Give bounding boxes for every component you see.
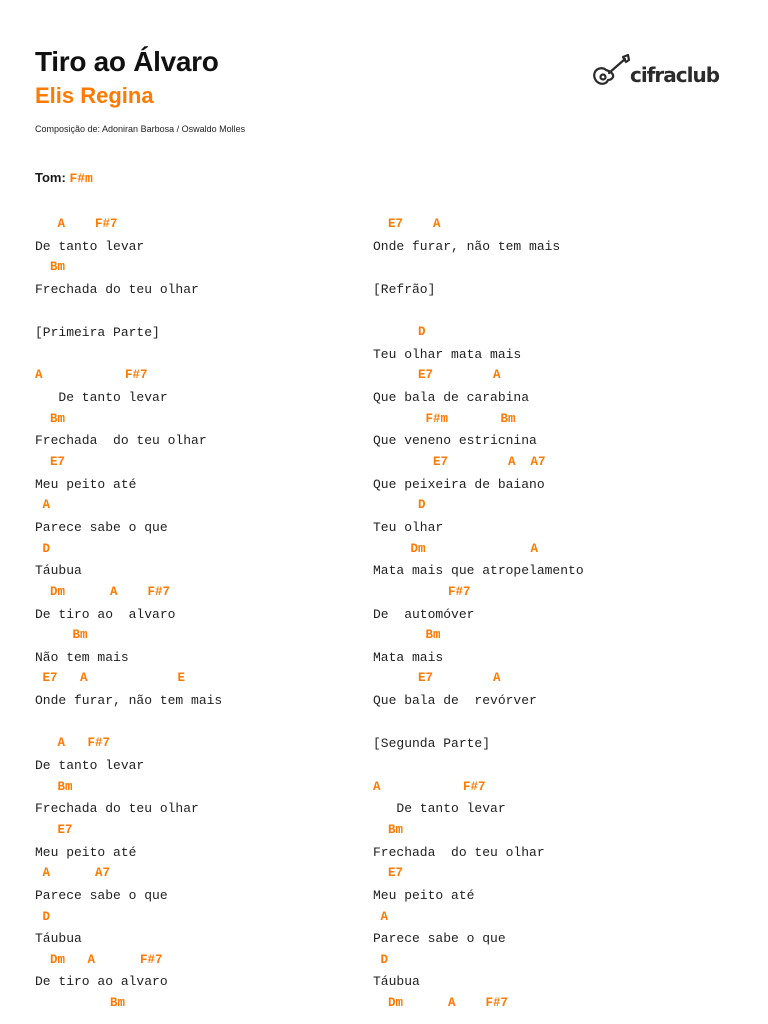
chord-line[interactable]: E7 A bbox=[373, 671, 501, 686]
chord-line[interactable]: D bbox=[35, 909, 51, 924]
chord-line[interactable]: A F#7 bbox=[35, 217, 118, 231]
composer-credit: Composição de: Adoniran Barbosa / Oswaldo Molles bbox=[35, 124, 246, 134]
song-header bbox=[35, 44, 245, 134]
lyric-line: De automóver bbox=[373, 606, 475, 622]
lyric-line: Táubua bbox=[35, 563, 82, 579]
chord-line[interactable]: D bbox=[35, 541, 51, 556]
key-value[interactable]: F#m bbox=[69, 171, 93, 186]
chord-line[interactable]: E7 bbox=[373, 866, 404, 881]
chord-line[interactable]: E7 bbox=[35, 455, 66, 470]
chord-line[interactable]: Bm bbox=[35, 996, 126, 1011]
chord-line[interactable]: D bbox=[373, 498, 426, 513]
chord-line[interactable]: Bm bbox=[35, 260, 66, 275]
lyric-line: Frechada do teu olhar bbox=[35, 281, 199, 297]
chord-line[interactable]: D bbox=[373, 952, 389, 967]
lyrics-column-left bbox=[35, 214, 375, 1015]
lyric-line: Parece sabe o que bbox=[35, 519, 168, 535]
chord-line[interactable]: E7 A bbox=[373, 368, 501, 383]
lyric-line: De tanto levar bbox=[35, 238, 145, 254]
cifraclub-logo bbox=[592, 52, 719, 97]
lyric-line: Que peixeira de baiano bbox=[373, 476, 545, 492]
chord-line[interactable]: E7 bbox=[35, 822, 73, 837]
lyric-line: Onde furar, não tem mais bbox=[373, 238, 561, 254]
blank-line bbox=[35, 301, 375, 323]
lyric-line: Frechada do teu olhar bbox=[35, 801, 199, 817]
logo-wordmark: cifraclub bbox=[630, 62, 720, 87]
lyric-line: Meu peito até bbox=[35, 844, 137, 860]
chord-line[interactable]: F#m Bm bbox=[373, 411, 516, 426]
lyric-line: Meu peito até bbox=[35, 476, 137, 492]
blank-line bbox=[373, 755, 713, 777]
blank-line bbox=[373, 712, 713, 734]
lyric-line: Parece sabe o que bbox=[35, 887, 168, 903]
chord-line[interactable]: A A7 bbox=[35, 866, 111, 881]
chord-line[interactable]: Bm bbox=[373, 822, 404, 837]
lyric-line: [Segunda Parte] bbox=[373, 736, 491, 752]
song-key bbox=[35, 170, 93, 186]
chord-line[interactable]: A bbox=[373, 909, 389, 924]
chord-line[interactable]: A F#7 bbox=[35, 368, 148, 383]
lyric-line: Meu peito até bbox=[373, 887, 475, 903]
lyric-line: [Refrão] bbox=[373, 281, 436, 297]
chord-line[interactable]: Dm A F#7 bbox=[373, 996, 509, 1011]
lyric-line: Táubua bbox=[35, 931, 82, 947]
chord-line[interactable]: A F#7 bbox=[35, 736, 111, 751]
guitar-icon bbox=[592, 52, 632, 97]
lyric-line: Parece sabe o que bbox=[373, 931, 506, 947]
lyric-line: Não tem mais bbox=[35, 649, 129, 665]
lyric-line: Teu olhar mata mais bbox=[373, 346, 522, 362]
chord-line[interactable]: Dm A F#7 bbox=[35, 952, 163, 967]
lyric-line: Frechada do teu olhar bbox=[35, 433, 207, 449]
song-title: Tiro ao Álvaro bbox=[35, 46, 219, 77]
lyric-line: Mata mais que atropelamento bbox=[373, 563, 584, 579]
lyric-line: Que veneno estricnina bbox=[373, 433, 537, 449]
chord-line[interactable]: E7 A bbox=[373, 217, 441, 231]
key-label: Tom: bbox=[35, 170, 66, 185]
chord-line[interactable]: F#7 bbox=[373, 584, 471, 599]
chord-line[interactable]: Bm bbox=[373, 628, 441, 643]
chord-line[interactable]: Bm bbox=[35, 411, 66, 426]
lyrics-column-right bbox=[373, 214, 713, 1015]
chord-line[interactable]: E7 A A7 bbox=[373, 455, 546, 470]
chord-line[interactable]: A bbox=[35, 498, 51, 513]
lyric-line: [Primeira Parte] bbox=[35, 325, 160, 341]
lyric-line: De tanto levar bbox=[35, 390, 168, 406]
blank-line bbox=[373, 257, 713, 279]
artist-name: Elis Regina bbox=[35, 83, 154, 108]
lyric-line: De tanto levar bbox=[35, 758, 145, 774]
lyric-line: Táubua bbox=[373, 974, 420, 990]
chord-line[interactable]: E7 A E bbox=[35, 671, 186, 686]
lyric-line: Que bala de revórver bbox=[373, 693, 537, 709]
blank-line bbox=[35, 344, 375, 366]
chord-line[interactable]: Bm bbox=[35, 779, 73, 794]
lyric-line: De tiro ao alvaro bbox=[35, 974, 168, 990]
chord-line[interactable]: Bm bbox=[35, 628, 88, 643]
lyric-line: Mata mais bbox=[373, 649, 444, 665]
lyric-line: Teu olhar bbox=[373, 519, 444, 535]
chord-line[interactable]: Dm A F#7 bbox=[35, 584, 171, 599]
lyric-line: De tiro ao alvaro bbox=[35, 606, 176, 622]
blank-line bbox=[35, 712, 375, 734]
chord-line[interactable]: Dm A bbox=[373, 541, 539, 556]
lyric-line: De tanto levar bbox=[373, 801, 506, 817]
lyric-line: Que bala de carabina bbox=[373, 390, 530, 406]
blank-line bbox=[373, 301, 713, 323]
chord-line[interactable]: A F#7 bbox=[373, 779, 486, 794]
chord-line[interactable]: D bbox=[373, 325, 426, 340]
lyric-line: Onde furar, não tem mais bbox=[35, 693, 223, 709]
lyric-line: Frechada do teu olhar bbox=[373, 844, 545, 860]
